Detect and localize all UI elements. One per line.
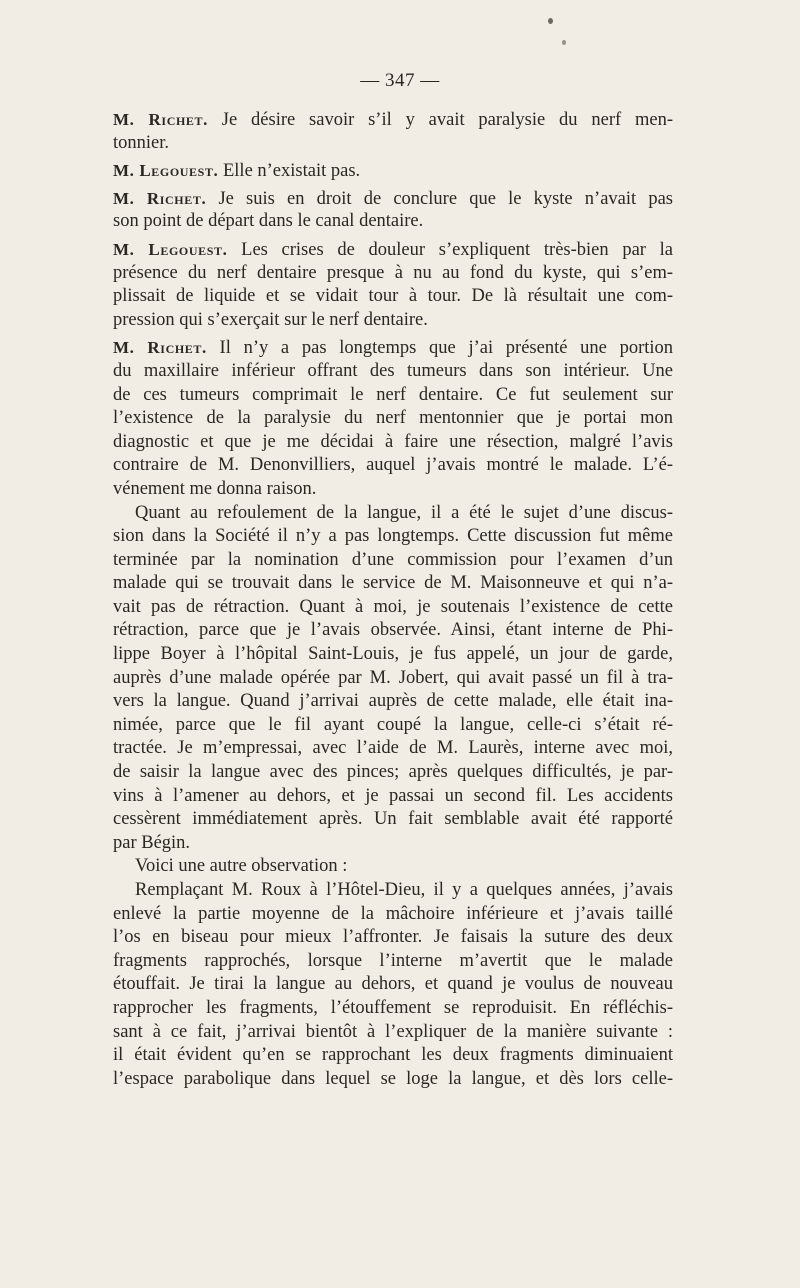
text-line (113, 360, 673, 384)
line-text: contraire de M. Denonvilliers, auquel j’avais montré le malade. L’é- (113, 455, 673, 476)
text-line (113, 926, 673, 950)
text-line (113, 285, 673, 309)
line-text: Il n’y a pas longtemps que j’ai présenté une portion (206, 338, 674, 359)
text-line (113, 950, 673, 974)
text-line (113, 785, 673, 809)
text-line (113, 643, 673, 667)
text-line (113, 384, 673, 408)
line-text: cessèrent immédiatement après. Un fait semblable avait été rapporté (113, 809, 673, 830)
line-text: du maxillaire inférieur offrant des tumeurs dans son intérieur. Une (113, 360, 673, 381)
line-text: Voici une autre observation : (135, 856, 348, 877)
text-line (113, 502, 673, 526)
text-line (113, 761, 673, 785)
line-text: malade qui se trouvait dans le service de M. Maisonneuve et qui n’a- (113, 573, 673, 594)
line-text: enlevé la partie moyenne de la mâchoire inférieure et j’avais taillé (113, 903, 673, 924)
line-text: Quant au refoulement de la langue, il a été le sujet d’une discus- (135, 502, 673, 523)
text-line (113, 431, 673, 455)
text-line (113, 262, 673, 286)
text-line (113, 525, 673, 549)
text-line (113, 973, 673, 997)
speaker-name: M. Legouest. (113, 239, 228, 259)
text-line (113, 238, 673, 262)
text-line (113, 903, 673, 927)
text-line (113, 667, 673, 691)
line-text: plissait de liquide et se vidait tour à tour. De là résultait une com- (113, 286, 673, 307)
line-text: vins à l’amener au dehors, et je passai un second fil. Les accidents (113, 785, 673, 806)
text-line (113, 879, 673, 903)
text-line (113, 210, 673, 234)
ink-speck (562, 40, 566, 45)
text-line (113, 407, 673, 431)
text-line (113, 1068, 673, 1092)
line-text: sant à ce fait, j’arrivai bientôt à l’expliquer de la manière suivante : (113, 1021, 673, 1042)
text-line (113, 1021, 673, 1045)
line-text: vait pas de rétraction. Quant à moi, je soutenais l’existence de cette (113, 596, 673, 617)
line-text: Elle n’existait pas. (218, 161, 361, 182)
text-line (113, 808, 673, 832)
line-text: fragments rapprochés, lorsque l’interne m’avertit que le malade (113, 950, 673, 971)
line-text: sion dans la Société il n’y a pas longtemps. Cette discussion fut même (113, 526, 673, 547)
text-line (113, 997, 673, 1021)
text-line (113, 478, 673, 502)
line-text: présence du nerf dentaire presque à nu au fond du kyste, qui s’em- (113, 262, 673, 283)
text-line (113, 1044, 673, 1068)
line-text: rétraction, parce que je l’avais observée. Ainsi, étant interne de Phi- (113, 620, 673, 641)
text-line (113, 108, 673, 132)
line-text: son point de départ dans le canal dentaire. (113, 211, 424, 232)
text-line (113, 855, 673, 879)
text-line (113, 619, 673, 643)
text-line (113, 336, 673, 360)
text-line (113, 159, 673, 183)
line-text: par Bégin. (113, 832, 191, 853)
line-text: diagnostic et que je me décidai à faire une résection, malgré l’avis (113, 431, 673, 452)
line-text: l’os en biseau pour mieux l’affronter. Je faisais la suture des deux (113, 927, 673, 948)
line-text: vénement me donna raison. (113, 478, 317, 499)
speaker-name: M. Richet. (113, 110, 208, 129)
line-text: Remplaçant M. Roux à l’Hôtel-Dieu, il y a quelques années, j’avais (135, 880, 673, 900)
line-text: tonnier. (113, 132, 170, 153)
body-text (113, 108, 673, 1091)
line-text: il était évident qu’en se rapprochant les deux fragments diminuaient (113, 1045, 673, 1066)
line-text: l’existence de la paralysie du nerf mentonnier que je portai mon (113, 408, 673, 429)
text-line (113, 549, 673, 573)
text-line (113, 454, 673, 478)
line-text: Je désire savoir s’il y avait paralysie du nerf men- (207, 110, 673, 130)
page-number: — 347 — (360, 70, 440, 91)
line-text: l’espace parabolique dans lequel se loge la langue, et dès lors celle- (113, 1068, 673, 1089)
text-line (113, 309, 673, 333)
line-text: de saisir la langue avec des pinces; après quelques difficultés, je par- (113, 762, 673, 783)
text-line (113, 132, 673, 156)
text-line (113, 187, 673, 211)
line-text: terminée par la nomination d’une commission pour l’examen d’un (113, 549, 673, 570)
line-text: de ces tumeurs comprimait le nerf dentaire. Ce fut seulement sur (113, 384, 673, 405)
line-text: pression qui s’exerçait sur le nerf dentaire. (113, 309, 428, 330)
line-text: Les crises de douleur s’expliquent très-bien par la (227, 239, 673, 260)
line-text: rapprocher les fragments, l’étouffement se reproduisit. En réfléchis- (113, 997, 673, 1018)
speaker-name: M. Richet. (113, 188, 207, 208)
text-line (113, 596, 673, 620)
text-line (113, 714, 673, 738)
speaker-name: M. Legouest. (113, 161, 219, 181)
line-text: tractée. Je m’empressai, avec l’aide de M. Laurès, interne avec moi, (113, 738, 673, 759)
ink-speck (548, 18, 553, 24)
speaker-name: M. Richet. (113, 338, 207, 358)
line-text: Je suis en droit de conclure que le kyste n’avait pas (206, 188, 673, 209)
text-line (113, 572, 673, 596)
text-line (113, 737, 673, 761)
line-text: vers la langue. Quand j’arrivai auprès de cette malade, elle était ina- (113, 691, 673, 712)
line-text: auprès d’une malade opérée par M. Jobert, qui avait passé un fil à tra- (113, 667, 673, 688)
line-text: nimée, parce que le fil ayant coupé la langue, celle-ci s’était ré- (113, 714, 673, 735)
line-text: étouffait. Je tirai la langue au dehors, et quand je voulus de nouveau (113, 974, 673, 995)
text-line (113, 832, 673, 856)
text-line (113, 690, 673, 714)
line-text: lippe Boyer à l’hôpital Saint-Louis, je fus appelé, un jour de garde, (113, 644, 673, 665)
